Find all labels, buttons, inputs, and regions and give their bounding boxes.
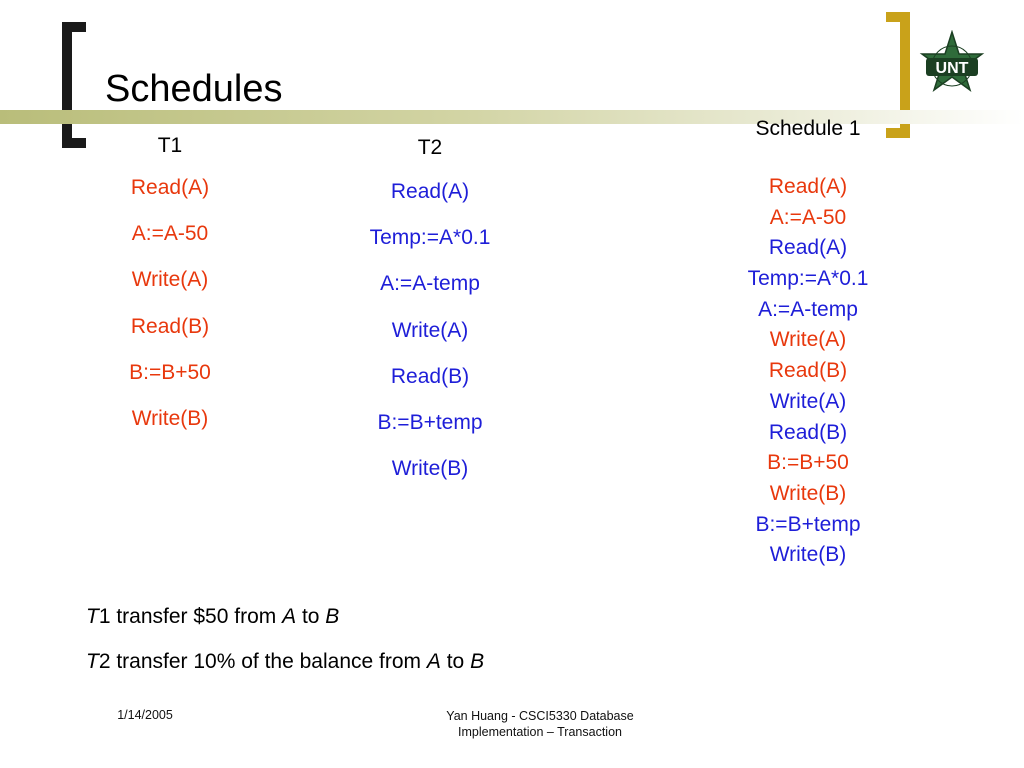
operation-item: Write(A) <box>769 328 847 352</box>
operation-item: A:=A-50 <box>131 222 209 246</box>
right-bracket-top <box>886 12 910 22</box>
footer-line2: Implementation – Transaction <box>458 725 622 739</box>
operation-item: Write(B) <box>391 457 469 481</box>
note1-b: B <box>325 605 340 628</box>
note1-mid: transfer $50 from <box>110 605 283 628</box>
note2-t: T <box>86 650 99 673</box>
t1-column <box>90 133 250 442</box>
operation-item: B:=B+temp <box>755 512 861 536</box>
operation-item: A:=A-temp <box>758 297 858 321</box>
left-bracket-top <box>62 22 86 32</box>
operation-item: Write(A) <box>131 268 209 292</box>
logo-text: UNT <box>935 60 969 77</box>
operation-item: Read(B) <box>390 364 470 388</box>
operation-item: Write(A) <box>391 318 469 342</box>
note2-to: to <box>440 650 471 673</box>
schedule1-header: Schedule 1 <box>755 117 861 140</box>
operation-item: B:=B+50 <box>129 360 211 384</box>
operation-item: Write(B) <box>769 481 847 505</box>
operation-item: A:=A-50 <box>769 205 847 229</box>
note1-to: to <box>296 605 326 628</box>
note1-num: 1 <box>98 605 111 628</box>
left-bracket <box>62 22 72 148</box>
operation-item: Write(A) <box>769 389 847 413</box>
operation-item: Read(B) <box>130 314 210 338</box>
footer-date: 1/14/2005 <box>117 708 173 722</box>
operation-item: Read(A) <box>390 180 470 203</box>
slide-title: Schedules <box>105 68 283 110</box>
footer-line1: Yan Huang - CSCI5330 Database <box>446 709 634 723</box>
operation-item: B:=B+temp <box>377 410 483 434</box>
note2-num: 2 <box>98 650 111 673</box>
note2-mid: transfer 10% of the balance from <box>110 650 427 673</box>
operation-item: Read(A) <box>768 236 848 260</box>
t2-description <box>86 650 484 674</box>
footer-course <box>400 708 680 740</box>
note1-t: T <box>86 605 99 628</box>
operation-item: A:=A-temp <box>380 272 480 296</box>
t1-ops <box>90 165 250 442</box>
t1-header: T1 <box>157 134 183 157</box>
operation-item: Read(A) <box>130 176 210 199</box>
schedule1-ops <box>718 172 898 571</box>
t2-ops <box>330 169 530 492</box>
note1-a: A <box>282 605 297 628</box>
unt-star-logo-icon <box>918 30 986 104</box>
left-bracket-bottom <box>62 138 86 148</box>
operation-item: Read(A) <box>768 175 848 198</box>
note2-a: A <box>426 650 441 673</box>
operation-item: Write(B) <box>131 406 209 430</box>
operation-item: Write(B) <box>769 543 847 567</box>
operation-item: Read(B) <box>768 359 848 383</box>
operation-item: Read(B) <box>768 420 848 444</box>
t1-description <box>86 605 339 629</box>
t2-header: T2 <box>417 136 443 159</box>
operation-item: Temp:=A*0.1 <box>369 226 491 250</box>
schedule1-column <box>718 116 898 571</box>
t2-column <box>330 135 530 492</box>
note2-b: B <box>470 650 485 673</box>
operation-item: Temp:=A*0.1 <box>747 267 869 291</box>
operation-item: B:=B+50 <box>767 451 849 475</box>
